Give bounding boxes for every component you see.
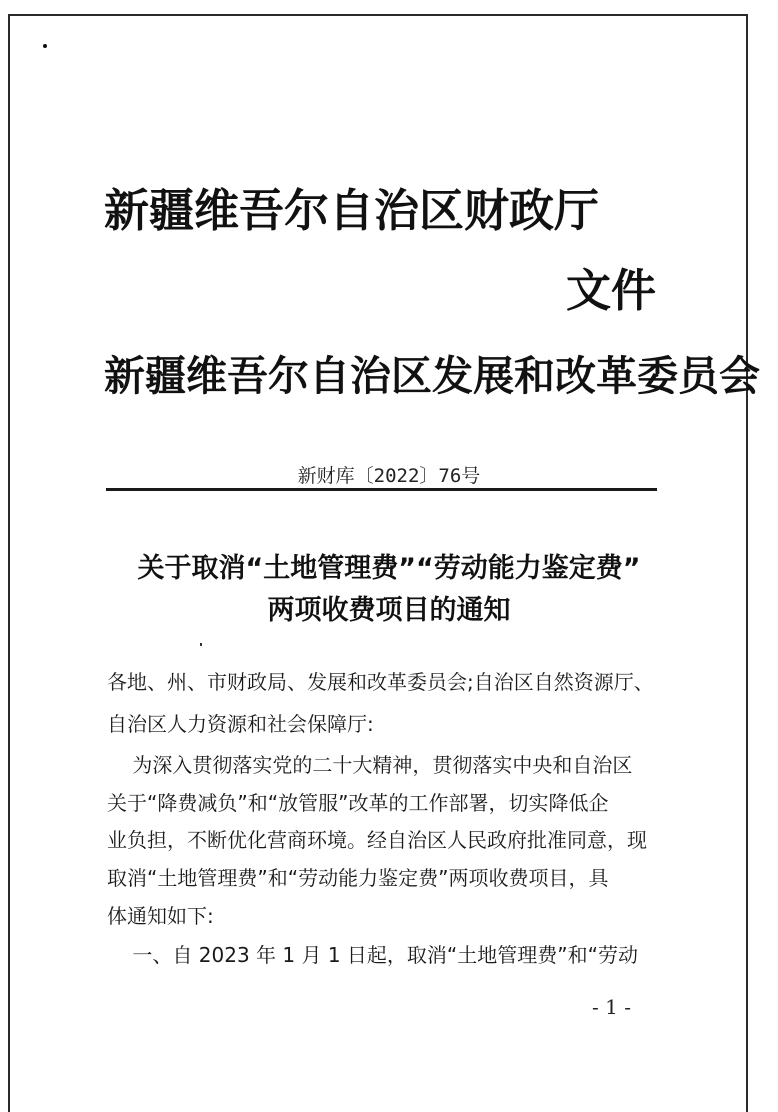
scan-speck [200,643,202,646]
notice-title-line-2: 两项收费项目的通知 [267,595,511,626]
notice-title-line-1: 关于取消“土地管理费”“劳动能力鉴定费” [137,553,641,584]
body-line: 自治区人力资源和社会保障厅: [107,712,374,736]
issuer-finance-dept: 新疆维吾尔自治区财政厅 [104,184,600,237]
document-number: 新财库〔2022〕76号 [297,465,481,487]
scan-border-top [8,14,748,16]
scan-dot [43,44,47,48]
body-line: 一、自 2023 年 1 月 1 日起，取消“土地管理费”和“劳动 [107,943,639,967]
file-label: 文件 [566,264,657,317]
issuer-development-commission: 新疆维吾尔自治区发展和改革委员会 [104,352,760,400]
page-number: - 1 - [592,995,631,1019]
body-line: 为深入贯彻落实党的二十大精神，贯彻落实中央和自治区 [107,753,633,777]
body-line: 关于“降费减负”和“放管服”改革的工作部署，切实降低企 [107,791,609,815]
body-line: 取消“土地管理费”和“劳动能力鉴定费”两项收费项目，具 [107,866,609,890]
body-line: 各地、州、市财政局、发展和改革委员会;自治区自然资源厅、 [107,670,654,694]
header-divider [106,488,657,491]
body-line: 体通知如下: [107,904,214,928]
body-line: 业负担，不断优化营商环境。经自治区人民政府批准同意，现 [107,828,647,852]
